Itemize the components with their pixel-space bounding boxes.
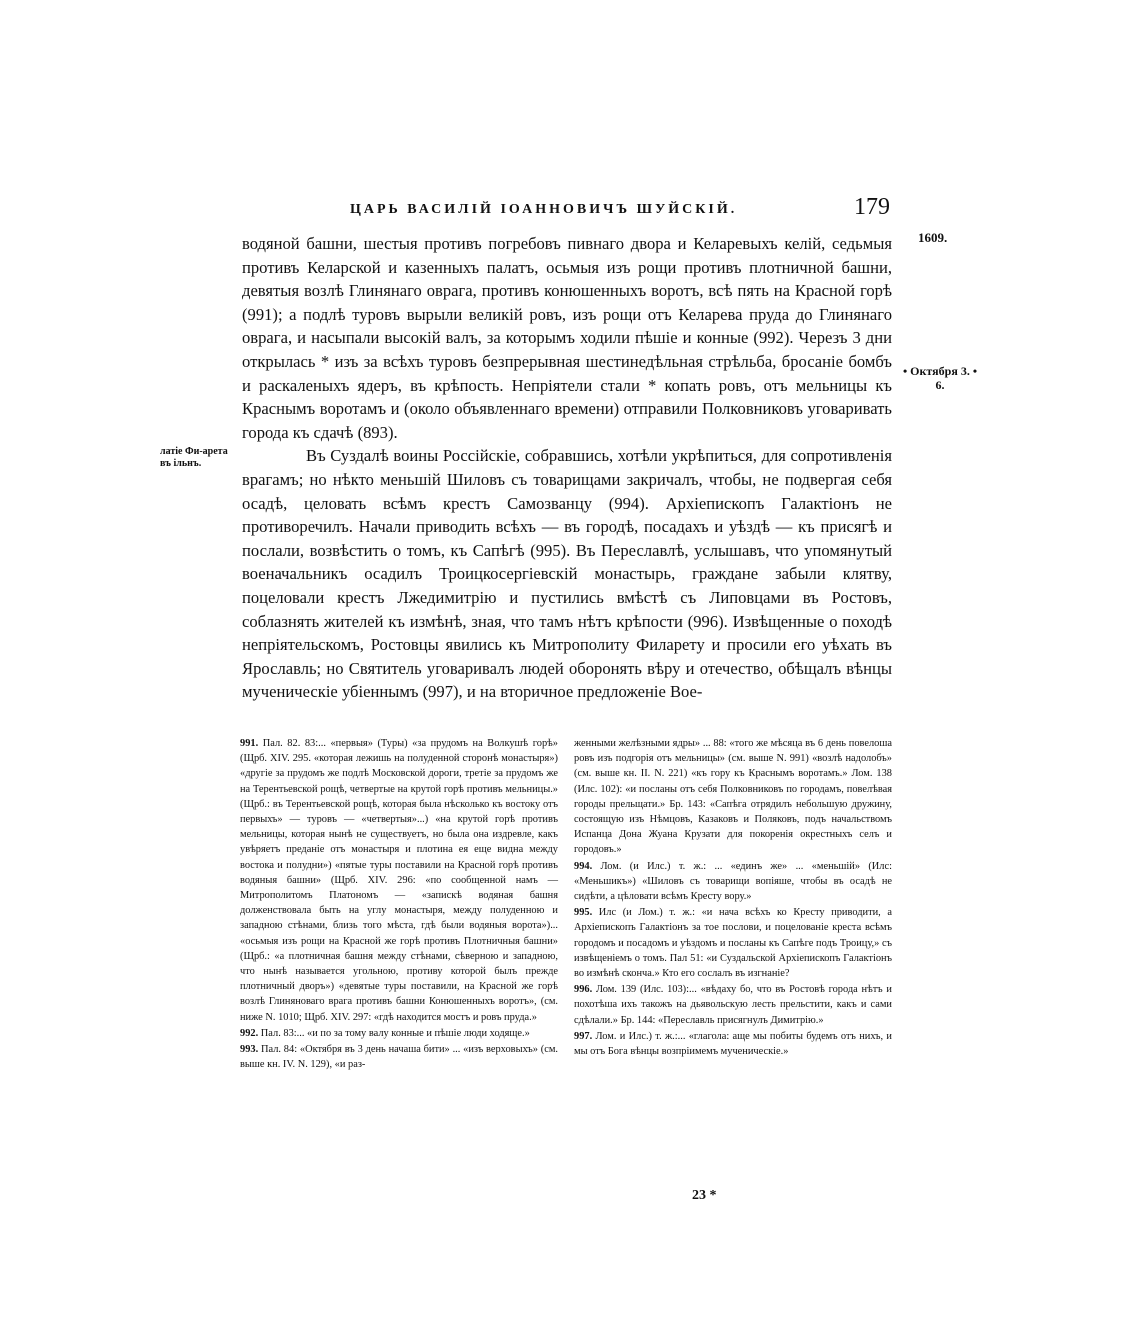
footnote-text: Пал. 83:... «и по за тому валу конные и пѣшіе люди ходяще.» xyxy=(260,1027,530,1039)
running-title: ЦАРЬ ВАСИЛІЙ ІОАННОВИЧЪ ШУЙСКІЙ. xyxy=(350,202,738,217)
footnotes-left-column xyxy=(240,736,558,1073)
footnote xyxy=(240,1026,558,1041)
page-number: 179 xyxy=(854,194,890,220)
footnotes-right-column xyxy=(574,736,892,1060)
footnote xyxy=(574,905,892,981)
footnote-number: 995. xyxy=(574,907,593,919)
footnote xyxy=(574,1029,892,1059)
footnote-number: 996. xyxy=(574,984,593,996)
footnote xyxy=(240,1042,558,1072)
footnote-number: 991. xyxy=(240,738,259,749)
footnotes xyxy=(240,736,892,1196)
main-text xyxy=(242,232,892,704)
margin-year: 1609. xyxy=(918,230,948,245)
margin-date-note: • Октября 3. • 6. xyxy=(902,364,978,392)
paragraph: Въ Суздалѣ воины Россійскіе, собравшись, хотѣли укрѣпиться, для сопротивленія врагамъ; но нѣкто меньшій Шиловъ съ товарищами закричалъ, чтобы, не подвергая себя осадѣ, целовать всѣмъ крестъ Самозванцу (994). Архіепископъ Галактіонъ не противоречилъ. Начали приводить всѣхъ — въ городѣ, посадахъ и уѣздѣ — къ присягѣ и послали, возвѣстить о томъ, къ Сапѣгѣ (995). Въ Переславлѣ, услышавъ, что упомянутый военачальникъ осадилъ Троицкосергіевскій монастырь, граждане забыли клятву, поцеловали крестъ Лжедимитрію и пустились вмѣстѣ съ Липовцами въ Ростовъ, соблазнять жителей къ измѣнѣ, зная, что тамъ нѣтъ крѣпости (996). Извѣщенные о походѣ непріятельскомъ, Ростовцы явились къ Митрополиту Филарету и просили его уѣхать въ Ярославль; но Святитель уговаривалъ людей оборонять вѣру и отечество, обѣщалъ вѣнцы мученическіе убіеннымъ (997), и на вторичное предложеніе Вое- xyxy=(242,446,892,702)
footnote-text: Лом. 139 (Илс. 103):... «вѣдаху бо, что въ Ростовѣ города нѣтъ и похотѣша ихъ такожъ на дьявольскую лесть прельстити, какъ и сами сдѣлали.» Бр. 144: «Переславль присягнулъ Димитрію.» xyxy=(574,984,892,1026)
sheet-signature: 23 * xyxy=(692,1188,717,1203)
footnote-text: женными желѣзными ядры» ... 88: «того же мѣсяца въ 6 день повелоша ровъ изъ подгорія отъ мельницы» (см. выше N. 991) «возлѣ надолобъ» (см. выше кн. II. N. 221) «къ гору къ Краснымъ воротамъ.» Лом. 138 (Илс. 102): «и посланы отъ себя Полковниковъ по городамъ, повелѣвая городы прельщати.» Бр. 143: «Сапѣга отрядилъ небольшую дружину, состоящую изъ Нѣмцовъ, Казаковъ и Поляковъ, подъ начальствомъ Испанца Дона Жуана Крузати для покоренія окрестныхъ селъ и городовъ.» xyxy=(574,738,892,856)
footnote-text: Пал. 84: «Октября въ 3 день начаша бити» ... «изъ верховыхъ» (см. выше кн. IV. N. 129), «и раз- xyxy=(240,1044,558,1071)
footnote xyxy=(240,736,558,1025)
paragraph: водяной башни, шестыя противъ погребовъ пивнаго двора и Келаревыхъ келій, седьмыя противъ Келарской и казенныхъ палатъ, осьмыя изъ рощи противъ плотничной башни, девятыя возлѣ Глинянаго оврага, противъ конюшенныхъ воротъ, всѣ пять на Красной горѣ (991); а подлѣ туровъ вырыли великій ровъ, изъ рощи отъ Келарева пруда до Глинянаго оврага, и насыпали высокій валъ, за которымъ ходили пѣшіе и конные (992). Черезъ 3 дни открылась * изъ за всѣхъ туровъ безпрерывная шестинедѣльная стрѣльба, бросаніе бомбъ и раскаленыхъ ядеръ, въ крѣпость. Непріятели стали * копать ровъ, отъ мельницы къ Краснымъ воротамъ и (около объявленнаго времени) отправили Полковниковъ уговаривать города къ сдачѣ (893). xyxy=(242,234,892,442)
footnote-text: Пал. 82. 83:... «первыя» (Туры) «за прудомъ на Волкушѣ горѣ» (Щрб. XIV. 295. «которая лежишь на полуденной сторонѣ монастыря») «другіе за прудомъ же подлѣ Московской дороги, третіе за прудомъ же на Терентьевской рощѣ, четвертые на крутой горѣ противъ мельницы.» (Щрб.: въ Терентьевской рощѣ, которая была нѣсколько къ востоку отъ первыхъ» — туровъ — «четвертыя»...) «на крутой горѣ противъ мельницы, которая нынѣ не существуетъ, но была она издревле, какъ увѣряетъ преданіе отъ монастыря и плотина ея еще видна между востока и полудни») «пятые туры поставили на Красной горѣ противъ водяныя башни» (Щрб. XIV. 296: «по сообщенной намъ — Митрополитомъ Платономъ — «запискѣ водяная башня долженствовала быть на углу монастыря, между полуденною и западною стѣнами, близь того мѣста, гдѣ были водяныя ворота»)... «осьмыя изъ рощи на Красной же горѣ противъ Плотничныя башни» (Щрб.: «а плотничная башня между стѣнами, сѣверною и западною, что нынѣ называется угольною, противу которой былъ прежде плотничный дворъ») «девятые туры поставили, на Красной же горѣ возлѣ Глиняноваго врага противъ башни Конюшенныхъ воротъ», (см. ниже N. 1010; Щрб. XIV. 297: «гдѣ находится мостъ и ровъ пруда.» xyxy=(240,738,558,1023)
footnote xyxy=(574,859,892,905)
footnote xyxy=(574,736,892,858)
page-header xyxy=(340,194,900,234)
footnote-text: Илс (и Лом.) т. ж.: «и нача всѣхъ ко Кресту приводити, а Архіепископъ Галактіонъ за тое послови, и поцелованіе креста всѣмъ городомъ и посадомъ и уѣздомъ и посланы къ Сапѣге подъ Троицу,» съ извѣщеніемъ о томъ. Пал 51: «и Суздальской Архіепископъ Галактіонъ во измѣнѣ сконча.» Кто его сослалъ въ изгнаніе? xyxy=(574,907,892,980)
footnote-number: 994. xyxy=(574,860,593,872)
footnote-text: Лом. и Илс.) т. ж.:... «глагола: аще мы побиты будемъ отъ нихъ, и мы отъ Бога вѣнцы возпріимемъ мученическіе.» xyxy=(574,1030,892,1058)
footnote-number: 997. xyxy=(574,1030,593,1042)
footnote-text: Лом. (и Илс.) т. ж.: ... «единъ же» ... «меньшій» (Илс: «Меньшикъ») «Шиловъ съ товарищи вопіяше, чтобы въ осадѣ не сидѣти, а цѣловати всѣмъ Кресту вору.» xyxy=(574,860,892,903)
margin-left-note: латіе Фи-арета въ ільнъ. xyxy=(160,446,228,469)
footnote-number: 993. xyxy=(240,1044,259,1056)
footnote-number: 992. xyxy=(240,1027,259,1039)
footnote xyxy=(574,982,892,1028)
